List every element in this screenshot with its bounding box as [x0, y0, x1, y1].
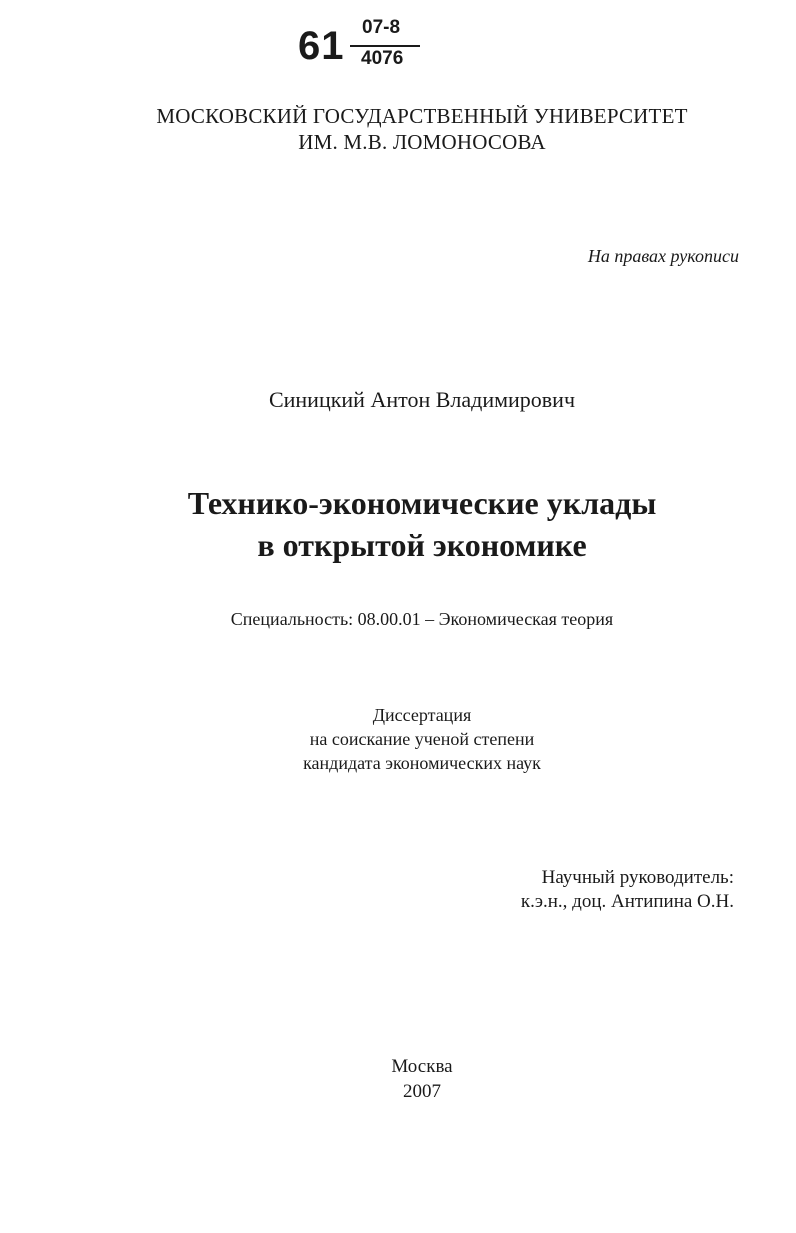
- title-line-2: в открытой экономике: [257, 527, 587, 563]
- degree-line-3: кандидата экономических наук: [303, 753, 541, 773]
- university-line-1: МОСКОВСКИЙ ГОСУДАРСТВЕННЫЙ УНИВЕРСИТЕТ: [156, 104, 688, 128]
- degree-statement: [0, 703, 796, 775]
- year: 2007: [403, 1081, 441, 1102]
- city: Москва: [391, 1056, 453, 1077]
- university-name: [0, 103, 796, 155]
- shelf-code-bottom: 4076: [361, 48, 404, 69]
- specialty-line: Специальность: 08.00.01 – Экономическая теория: [230, 609, 614, 629]
- manuscript-rights-note: На правах рукописи: [587, 246, 739, 266]
- scientific-advisor: [521, 866, 734, 914]
- place-and-year: [0, 1054, 796, 1104]
- title-line-1: Технико-экономические уклады: [187, 485, 657, 521]
- advisor-name: к.э.н., доц. Антипина О.Н.: [520, 891, 734, 912]
- dissertation-title: [0, 482, 796, 566]
- library-shelf-code: [298, 18, 428, 78]
- shelf-code-fraction-line: [350, 45, 420, 47]
- degree-line-2: на соискание ученой степени: [309, 729, 535, 749]
- shelf-code-main: 61: [298, 24, 345, 68]
- advisor-label: Научный руководитель:: [541, 867, 734, 888]
- shelf-code-top: 07-8: [362, 17, 401, 38]
- degree-line-1: Диссертация: [372, 705, 472, 725]
- university-line-2: ИМ. М.В. ЛОМОНОСОВА: [298, 130, 546, 154]
- author-name: Синицкий Антон Владимирович: [268, 387, 576, 412]
